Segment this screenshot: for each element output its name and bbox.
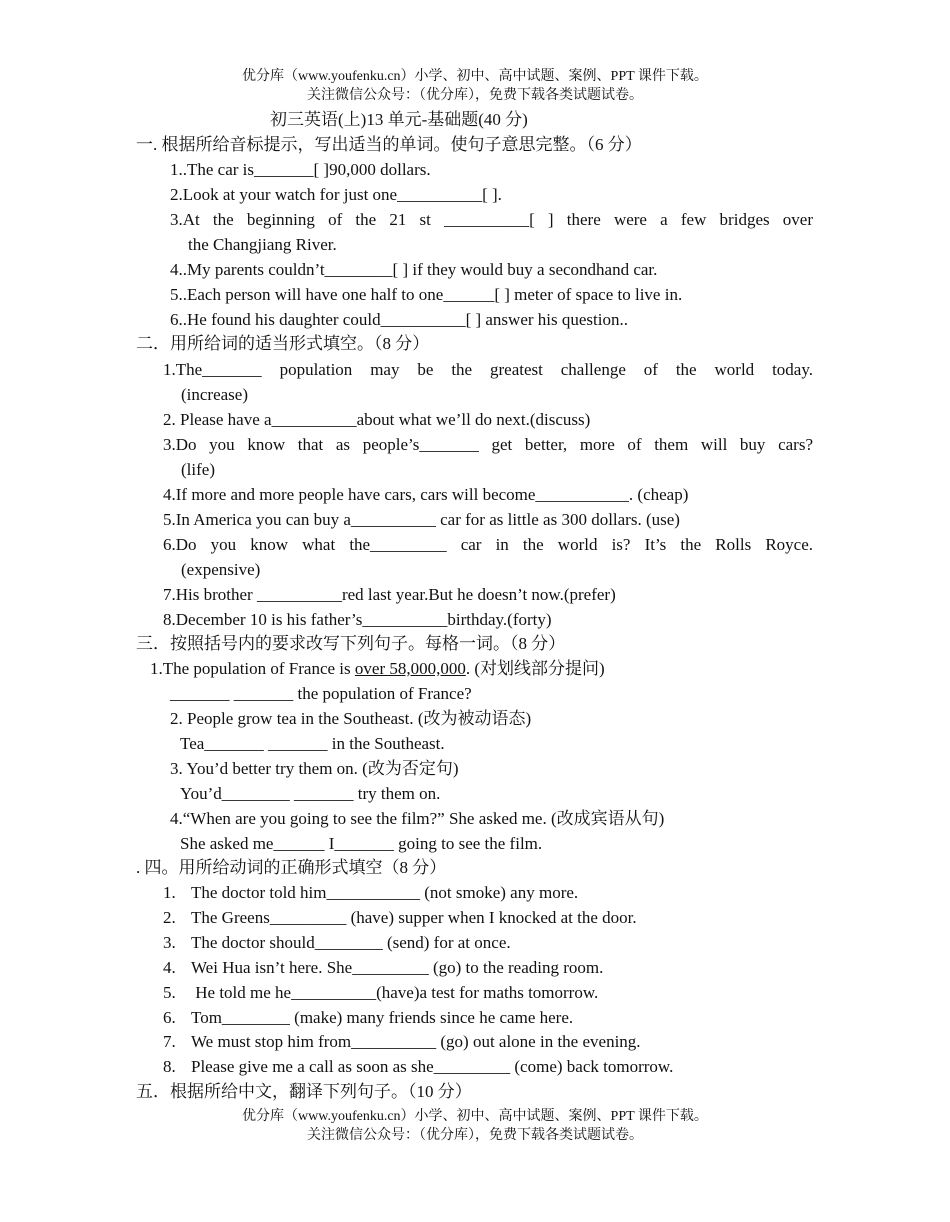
section-1-heading: 一. 根据所给音标提示，写出适当的单词。使句子意思完整。（6 分） (136, 135, 642, 154)
s2-question-3: 3.Do you know that as people’s_______ get better, more of them will buy cars? (163, 435, 813, 454)
s4-item-text: The doctor should________ (send) for at once. (191, 933, 511, 952)
section-5-heading: 五．根据所给中文，翻译下列句子。（10 分） (136, 1082, 472, 1101)
s4-item (163, 982, 599, 1004)
s3-q1-instruction: . (对划线部分提问) (465, 659, 605, 678)
s3-answer-4: She asked me______ I_______ going to see the film. (180, 834, 543, 853)
s4-item-text: The doctor told him___________ (not smoke) any more. (191, 883, 579, 902)
s4-item-number: 8. (163, 1057, 176, 1076)
s3-question-3: 3. You’d better try them on. (改为否定句) (170, 759, 459, 778)
s4-item (163, 882, 579, 904)
s1-question-4: 4..My parents couldn’t________[ ] if they would buy a secondhand car. (170, 260, 658, 279)
s2-question-1: 1.The_______ population may be the greatest challenge of the world today. (163, 360, 813, 379)
s4-item-number: 1. (163, 883, 176, 902)
s4-item (163, 1056, 674, 1078)
s4-item-text: Wei Hua isn’t here. She_________ (go) to the reading room. (191, 958, 604, 977)
s1-question-5: 5..Each person will have one half to one______[ ] meter of space to live in. (170, 285, 683, 304)
s4-item-number: 7. (163, 1032, 176, 1051)
s4-item-text: The Greens_________ (have) supper when I knocked at the door. (191, 908, 637, 927)
s3-answer-1: _______ _______ the population of France? (170, 684, 472, 703)
s3-question-2: 2. People grow tea in the Southeast. (改为被动语态) (170, 709, 532, 728)
s4-item (163, 1007, 574, 1029)
s1-question-3-cont: the Changjiang River. (188, 235, 337, 254)
s4-item (163, 907, 637, 929)
s2-question-5: 5.In America you can buy a__________ car for as little as 300 dollars. (use) (163, 510, 680, 529)
s3-question-1 (150, 658, 605, 680)
s4-item (163, 1031, 641, 1053)
s2-question-4: 4.If more and more people have cars, cars will become___________. (cheap) (163, 485, 689, 504)
s1-question-3: 3.At the beginning of the 21 st __________[ ] there were a few bridges over (170, 210, 813, 229)
section-3-heading: 三．按照括号内的要求改写下列句子。每格一词。（8 分） (136, 634, 566, 653)
s2-question-7: 7.His brother __________red last year.But he doesn’t now.(prefer) (163, 585, 616, 604)
s4-item-number: 4. (163, 958, 176, 977)
section-2-heading: 二．用所给词的适当形式填空。（8 分） (136, 334, 430, 353)
s2-question-3-cont: (life) (181, 460, 215, 479)
s4-item-text: He told me he__________(have)a test for maths tomorrow. (191, 983, 599, 1002)
s2-question-2: 2. Please have a__________about what we’ll do next.(discuss) (163, 410, 591, 429)
s2-question-6: 6.Do you know what the_________ car in the world is? It’s the Rolls Royce. (163, 535, 813, 554)
header-line-1: 优分库（www.youfenku.cn）小学、初中、高中试题、案例、PPT 课件下载。 (242, 69, 708, 84)
header-line-2: 关注微信公众号：（优分库），免费下载各类试题试卷。 (307, 88, 643, 103)
s4-item-number: 5. (163, 983, 176, 1002)
s1-question-6: 6..He found his daughter could__________[ ] answer his question.. (170, 310, 628, 329)
s1-question-2: 2.Look at your watch for just one__________[ ]. (170, 185, 502, 204)
s3-q1-text: 1.The population of France is (150, 659, 355, 678)
s3-question-4: 4.“When are you going to see the film?” She asked me. (改成宾语从句) (170, 809, 665, 828)
s4-item-number: 6. (163, 1008, 176, 1027)
s2-question-6-cont: (expensive) (181, 560, 261, 579)
s1-question-1: 1..The car is_______[ ]90,000 dollars. (170, 160, 431, 179)
footer-line-2: 关注微信公众号：（优分库），免费下载各类试题试卷。 (307, 1128, 643, 1143)
s4-item (163, 932, 511, 954)
s4-item-number: 3. (163, 933, 176, 952)
section-4-heading: . 四。用所给动词的正确形式填空（8 分） (136, 858, 447, 877)
s4-item-text: Please give me a call as soon as she_________ (come) back tomorrow. (191, 1057, 674, 1076)
s3-answer-2: Tea_______ _______ in the Southeast. (180, 734, 445, 753)
s3-q1-underlined: over 58,000,000 (354, 659, 466, 678)
s3-answer-3: You’d________ _______ try them on. (180, 784, 441, 803)
s4-item-text: Tom________ (make) many friends since he came here. (191, 1008, 574, 1027)
s4-item-text: We must stop him from__________ (go) out alone in the evening. (191, 1032, 641, 1051)
s4-item-number: 2. (163, 908, 176, 927)
s2-question-1-cont: (increase) (181, 385, 249, 404)
s2-question-8: 8.December 10 is his father’s__________birthday.(forty) (163, 610, 552, 629)
footer-line-1: 优分库（www.youfenku.cn）小学、初中、高中试题、案例、PPT 课件下载。 (242, 1109, 708, 1124)
s4-item (163, 957, 604, 979)
page-title: 初三英语(上)13 单元-基础题(40 分) (270, 110, 528, 129)
